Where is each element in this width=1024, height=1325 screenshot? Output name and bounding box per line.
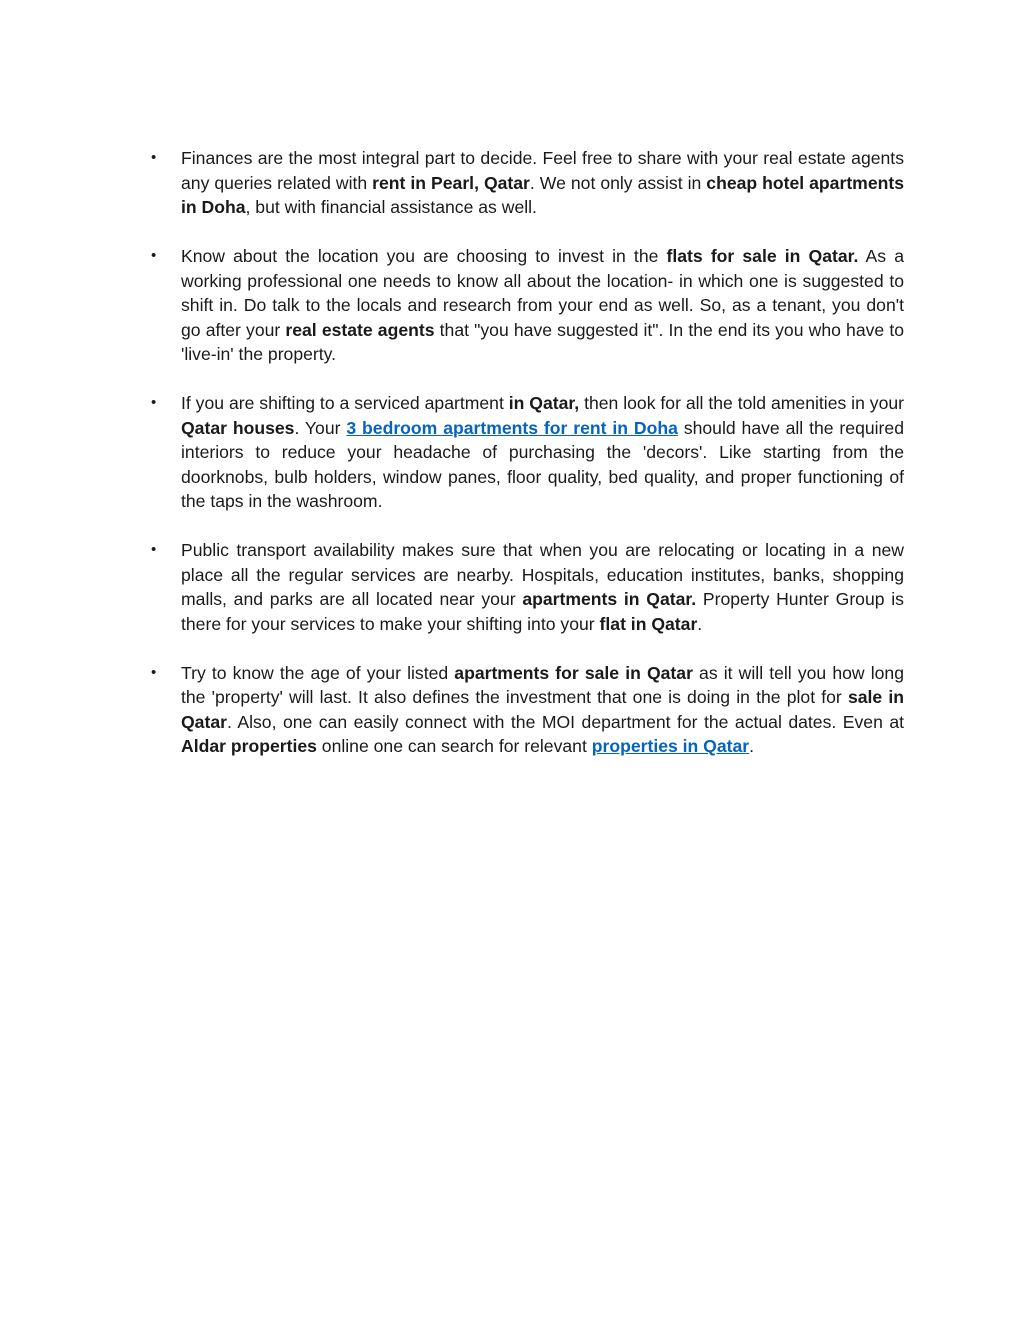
bullet-icon: • xyxy=(151,394,157,411)
text-run: online one can search for relevant xyxy=(316,736,592,756)
text-run: . xyxy=(749,736,755,756)
bold-text: cheap hotel apartments in Doha xyxy=(181,172,904,217)
paragraph-text xyxy=(181,391,904,514)
text-run: As a working professional one needs to know all about the location- in which one is suggested to shift in. Do talk to the locals and research from your end as well. So, as a tenant, you don't go after your xyxy=(181,246,905,340)
text-run: that "you have suggested it". In the end its you who have to 'live-in' the property. xyxy=(181,319,904,364)
bullet-icon: • xyxy=(151,541,157,558)
list-item xyxy=(146,391,904,514)
text-run: , but with financial assistance as well. xyxy=(245,197,537,217)
paragraph-text xyxy=(181,661,904,759)
list-item xyxy=(146,661,904,759)
paragraph-text xyxy=(181,146,904,220)
text-run: then look for all the told amenities in your xyxy=(579,393,905,413)
text-run: Public transport availability makes sure that when you are relocating or locating in a new place all the regular services are nearby. Hospitals, education institutes, banks, shopping malls, and parks are all located near your xyxy=(181,540,904,609)
hyperlink[interactable]: 3 bedroom apartments for rent in Doha xyxy=(346,417,678,438)
list-item xyxy=(146,146,904,220)
bold-text: real estate agents xyxy=(285,319,435,340)
text-run: . Also, one can easily connect with the MOI department for the actual dates. Even at xyxy=(226,711,904,732)
text-run: Know about the location you are choosing to invest in the xyxy=(181,246,667,266)
bullet-icon: • xyxy=(151,149,157,166)
bold-text: Qatar houses xyxy=(181,417,295,438)
text-run: as it will tell you how long the 'property' will last. It also defines the investment that one is doing in the plot for xyxy=(181,662,904,707)
bullet-list xyxy=(146,146,904,783)
paragraph-text xyxy=(181,244,904,367)
bold-text: flat in Qatar xyxy=(599,613,698,634)
text-run: If you are shifting to a serviced apartment xyxy=(181,393,509,413)
bold-text: Aldar properties xyxy=(181,736,317,756)
bullet-icon: • xyxy=(151,247,157,264)
bold-text: in Qatar, xyxy=(508,393,580,413)
bullet-icon: • xyxy=(151,663,157,681)
text-run: Try to know the age of your listed xyxy=(181,662,455,683)
text-run: should have all the required interiors to reduce your headache of purchasing the 'decors'. Like starting from the doorknobs, bulb holders, window panes, floor quality, bed quality, and proper functioning of the taps in the washroom. xyxy=(181,417,904,511)
text-run: Property Hunter Group is there for your services to make your shifting into your xyxy=(181,589,904,634)
text-run: . xyxy=(697,613,703,634)
text-run: . We not only assist in xyxy=(529,172,707,193)
bold-text: rent in Pearl, Qatar xyxy=(372,172,530,193)
bold-text: sale in Qatar xyxy=(181,687,904,732)
text-run: Finances are the most integral part to decide. Feel free to share with your real estate agents any queries related with xyxy=(181,148,904,193)
bold-text: flats for sale in Qatar. xyxy=(666,246,859,266)
list-item xyxy=(146,538,904,636)
hyperlink[interactable]: properties in Qatar xyxy=(591,736,750,756)
list-item xyxy=(146,244,904,367)
bold-text: apartments in Qatar. xyxy=(522,589,697,609)
text-run: . Your xyxy=(294,417,347,438)
bold-text: apartments for sale in Qatar xyxy=(454,662,693,683)
paragraph-text xyxy=(181,538,904,636)
